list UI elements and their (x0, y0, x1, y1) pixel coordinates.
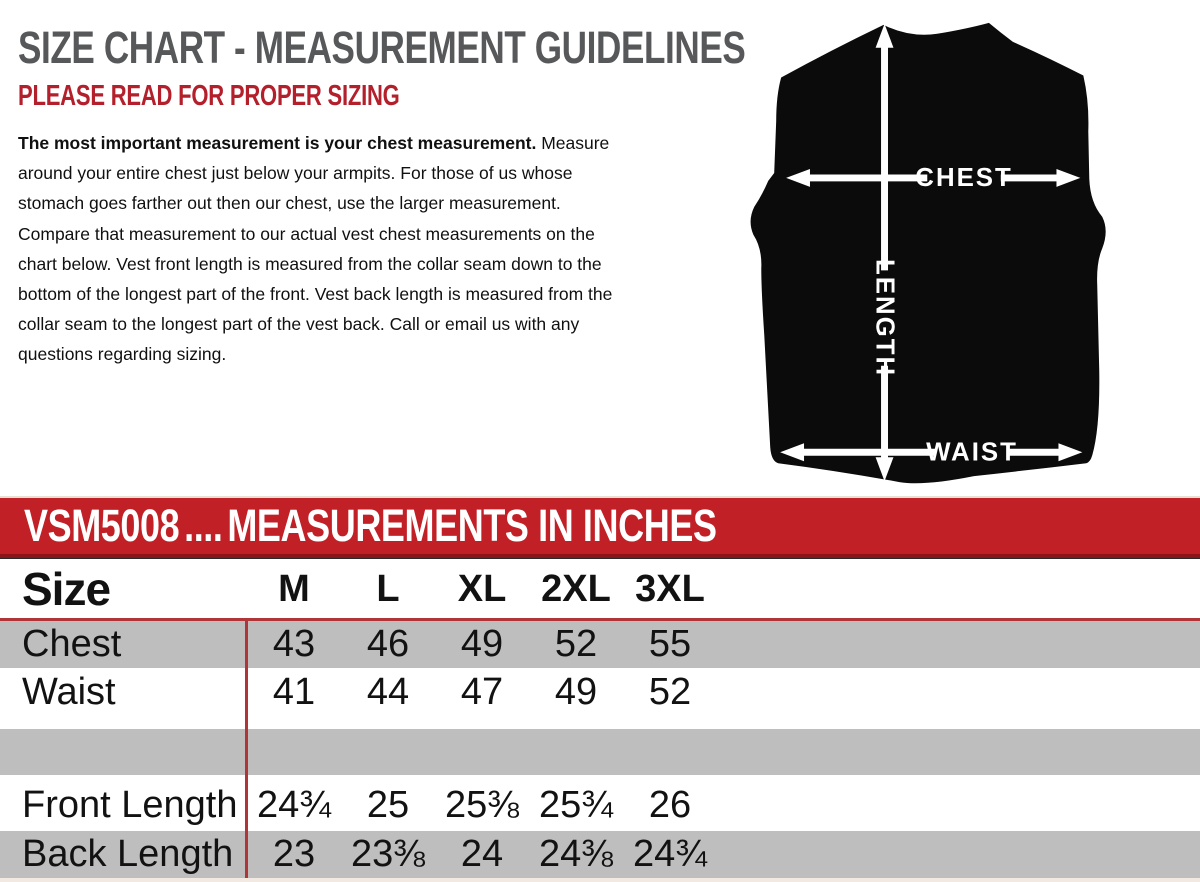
size-cell: 46 (366, 623, 410, 665)
size-cell: 24¾ (633, 833, 707, 875)
waist-label: WAIST (926, 438, 1018, 467)
length-label: LENGTH (870, 259, 899, 378)
size-cell: 25⅜ (445, 783, 519, 826)
table-row-back-length (0, 831, 1200, 878)
col-header-m: M (278, 567, 310, 610)
model-number: VSM5008 (24, 500, 180, 551)
table-header-row (0, 558, 1200, 619)
chest-label: CHEST (915, 163, 1013, 192)
vest-silhouette (751, 23, 1106, 483)
col-header-l: L (376, 567, 400, 610)
size-cell: 25¾ (539, 783, 613, 826)
page-title: SIZE CHART - MEASUREMENT GUIDELINES (18, 22, 746, 73)
size-cell: 41 (272, 670, 316, 713)
size-cell: 23⅜ (351, 833, 425, 875)
size-cell: 55 (648, 623, 692, 665)
size-cell: 49 (554, 670, 598, 713)
table-row-spacer (0, 729, 1200, 775)
row-label: Front Length (22, 783, 238, 826)
size-cell: 43 (272, 623, 316, 665)
measurements-table (0, 558, 1200, 882)
size-cell: 25 (366, 783, 410, 826)
size-cell: 24 (460, 833, 504, 875)
col-header-size: Size (22, 563, 111, 615)
size-cell: 47 (460, 670, 504, 713)
page-subtitle: PLEASE READ FOR PROPER SIZING (18, 80, 400, 112)
vest-diagram (742, 2, 1200, 494)
table-row-waist (0, 668, 1200, 716)
intro-body-text: Measure around your entire chest just below your armpits. For those of us whose stomach goes farther out then our chest, use the larger measurement. Compare that measurement to our actual vest chest measurements on the chart below. Vest front length is measured from the collar seam down to the bottom of the longest part of the front. Vest back length is measured from the collar seam to the longest part of the vest back. Call or email us with any questions regarding sizing. (18, 133, 613, 365)
table-row-chest (0, 621, 1200, 668)
size-cell: 44 (366, 670, 410, 713)
col-header-3xl: 3XL (635, 567, 705, 610)
table-vertical-divider (245, 618, 248, 878)
intro-paragraph (18, 128, 634, 370)
table-bottom-strip (0, 878, 1200, 882)
size-cell: 23 (272, 833, 316, 875)
size-cell: 24⅜ (539, 833, 613, 875)
col-header-xl: XL (457, 567, 507, 610)
size-cell: 24¾ (257, 783, 331, 826)
banner-title: MEASUREMENTS IN INCHES (227, 500, 717, 551)
table-row-front-length (0, 779, 1200, 831)
row-label: Chest (22, 623, 122, 665)
size-cell: 49 (460, 623, 504, 665)
row-label: Back Length (22, 833, 234, 875)
size-cell: 26 (648, 783, 692, 826)
intro-bold-sentence: The most important measurement is your chest measurement. (18, 133, 537, 153)
model-banner (0, 496, 1200, 558)
model-banner-text (24, 500, 717, 552)
size-cell: 52 (554, 623, 598, 665)
col-header-2xl: 2XL (541, 567, 611, 610)
banner-separator: .... (184, 500, 223, 551)
size-cell: 52 (648, 670, 692, 713)
row-label: Waist (22, 670, 116, 713)
